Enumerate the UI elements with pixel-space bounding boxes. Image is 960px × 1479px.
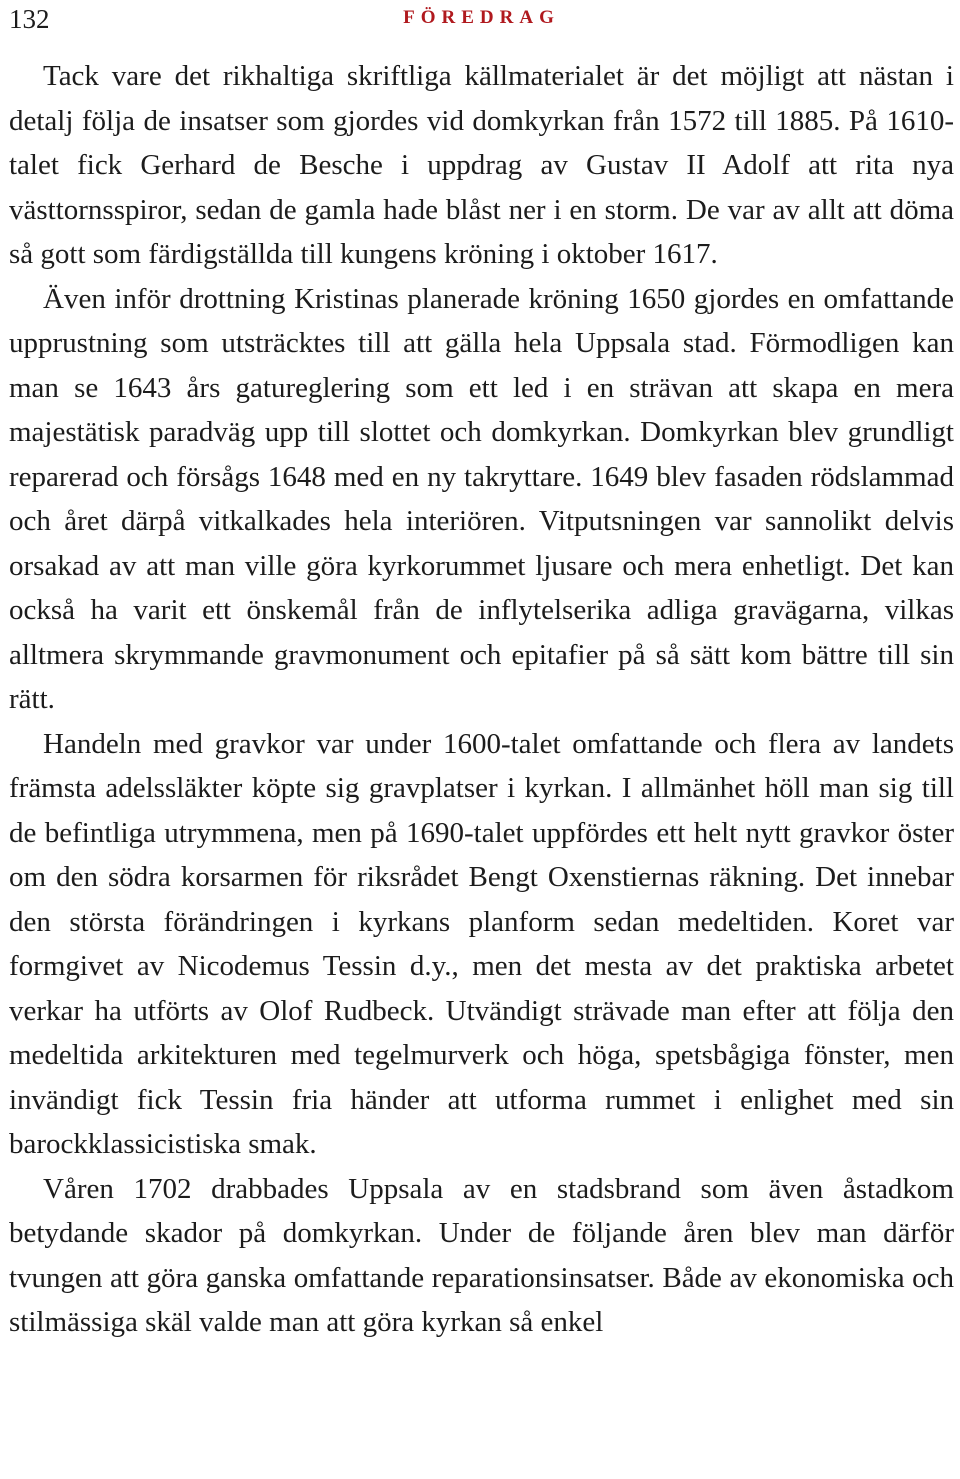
paragraph: Handeln med gravkor var under 1600-talet omfattande och flera av landets främsta adelssläkter köpte sig gravplatser i kyrkan. I allmänhet höll man sig till de befintliga utrymmena, men på 1690-talet uppfördes ett helt nytt gravkor öster om den södra korsarmen för riksrådet Bengt Oxenstiernas räkning. Det innebar den största förändringen i kyrkans planform sedan medeltiden. Koret var formgivet av Nicodemus Tessin d.y., men det mesta av det praktiska arbetet verkar ha utförts av Olof Rudbeck. Utvändigt strävade man efter att följa den medeltida arkitekturen med tegelmurverk och höga, spetsbågiga fönster, men invändigt fick Tessin fria händer att utforma rummet i enlighet med sin barockklassicistiska smak. xyxy=(9,727,954,1160)
section-title: FÖREDRAG xyxy=(403,7,560,28)
body-text xyxy=(9,54,954,1345)
page-number: 132 xyxy=(9,4,50,34)
running-header xyxy=(9,0,954,38)
paragraph: Våren 1702 drabbades Uppsala av en stadsbrand som även åstadkom betydande skador på domkyrkan. Under de följande åren blev man därför tvungen att göra ganska omfattande reparationsinsatser. Både av ekonomiska och stilmässiga skäl valde man att göra kyrkan så enkel xyxy=(9,1172,954,1338)
paragraph: Även inför drottning Kristinas planerade kröning 1650 gjordes en omfattande upprustning som utsträcktes till att gälla hela Uppsala stad. Förmodligen kan man se 1643 års gatureglering som ett led i en strävan att skapa en mera majestätisk paradväg upp till slottet och domkyrkan. Domkyrkan blev grundligt reparerad och försågs 1648 med en ny takryttare. 1649 blev fasaden rödslammad och året därpå vitkalkades hela interiören. Vitputsningen var sannolikt delvis orsakad av att man ville göra kyrkorummet ljusare och mera enhetligt. Det kan också ha varit ett önskemål från de inflytelserika adliga gravägarna, vilkas alltmera skrymmande gravmonument och epitafier på så sätt kom bättre till sin rätt. xyxy=(9,282,954,715)
paragraph: Tack vare det rikhaltiga skriftliga källmaterialet är det möjligt att nästan i detalj följa de insatser som gjordes vid domkyrkan från 1572 till 1885. På 1610-talet fick Gerhard de Besche i uppdrag av Gustav II Adolf att rita nya västtornsspiror, sedan de gamla hade blåst ner i en storm. De var av allt att döma så gott som färdigställda till kungens kröning i oktober 1617. xyxy=(9,60,954,270)
document-page xyxy=(9,0,954,1345)
